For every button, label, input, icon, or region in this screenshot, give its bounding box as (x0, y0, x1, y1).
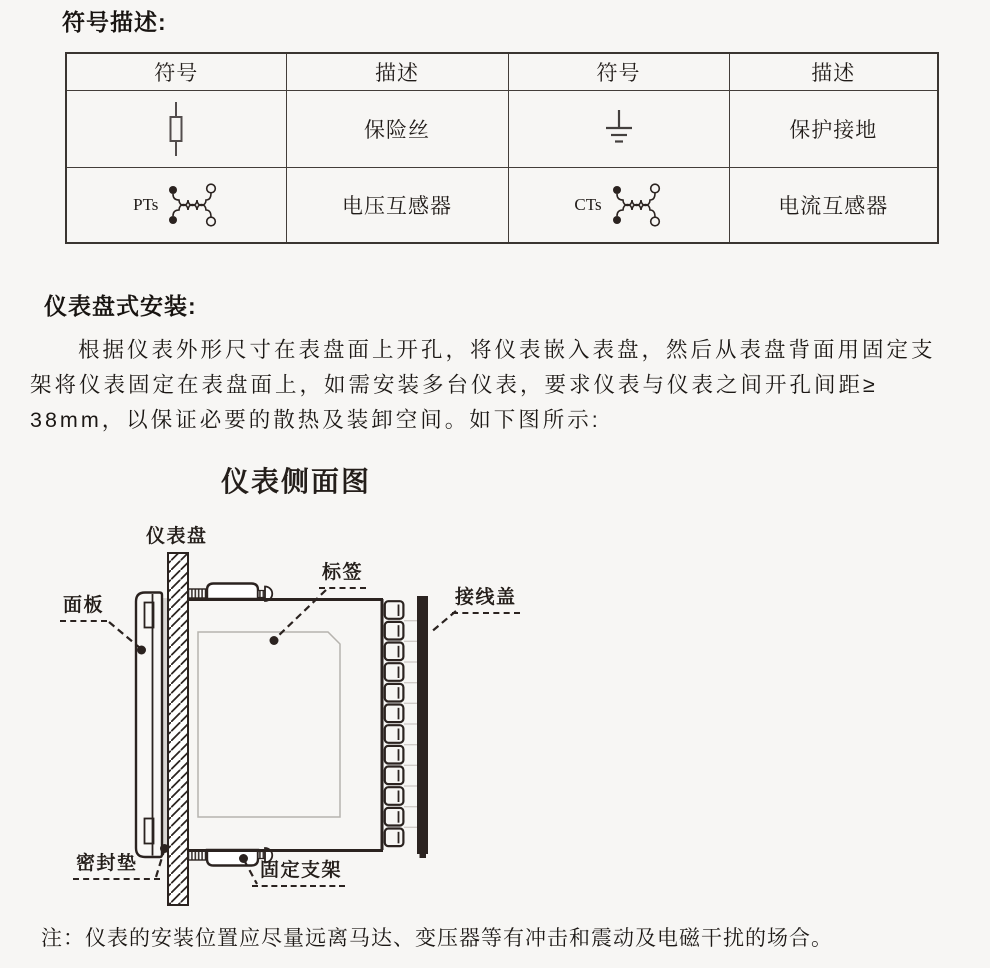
front-panel-shape (136, 593, 162, 858)
symbol-section-title: 符号描述: (62, 9, 167, 35)
fixing-bracket-pointer-dot (239, 854, 248, 863)
panel-board-shape (168, 553, 188, 905)
fuse-desc: 保险丝 (286, 91, 508, 168)
cts-text: CTs (574, 195, 602, 214)
col-header-symbol-2: 符号 (508, 53, 729, 91)
diagram-title: 仪表侧面图 (220, 467, 371, 498)
side-view-diagram (0, 448, 990, 910)
table-row (66, 168, 938, 244)
seal-gasket-pointer-dot (160, 844, 169, 853)
col-header-desc-1: 描述 (286, 53, 508, 91)
fuse-symbol-cell (66, 91, 286, 168)
install-paragraph (30, 333, 970, 438)
footnote: 注：仪表的安装位置应尽量远离马达、变压器等有冲击和震动及电磁干扰的场合。 (41, 927, 833, 950)
paragraph-line: 根据仪表外形尺寸在表盘面上开孔，将仪表嵌入表盘，然后从表盘背面用固定支 (78, 338, 936, 362)
label-fixing-bracket: 固定支架 (252, 861, 345, 887)
terminal-separators (404, 621, 417, 828)
sticker-pointer-dot (270, 636, 279, 645)
instrument-body-outline (188, 599, 383, 851)
front-panel-pointer-dot (137, 646, 146, 655)
current-transformer-coil-icon (609, 182, 663, 228)
symbol-table (65, 52, 939, 244)
sticker-area-shape (198, 632, 340, 817)
earth-desc: 保护接地 (729, 91, 938, 168)
pt-desc: 电压互感器 (286, 168, 508, 244)
diagram-line-art (0, 448, 990, 910)
col-header-symbol-1: 符号 (66, 53, 286, 91)
table-row (66, 91, 938, 168)
label-sticker: 标签 (319, 563, 366, 589)
label-seal-gasket: 密封垫 (73, 854, 160, 880)
pt-symbol-cell (66, 168, 286, 244)
terminal-cover-shape (417, 596, 428, 854)
label-terminal-cover: 接线盖 (452, 588, 520, 614)
voltage-transformer-coil-icon (165, 182, 219, 228)
ct-symbol-cell (508, 168, 729, 244)
label-panel-board: 仪表盘 (146, 526, 208, 547)
paragraph-line: 架将仪表固定在表盘面上，如需安装多台仪表，要求仪表与仪表之间开孔间距≥ (30, 373, 878, 397)
protective-earth-icon (604, 106, 634, 152)
col-header-desc-2: 描述 (729, 53, 938, 91)
earth-symbol-cell (508, 91, 729, 168)
install-section-title: 仪表盘式安装: (44, 293, 197, 319)
terminal-block (385, 601, 404, 846)
fuse-icon (163, 102, 189, 156)
ct-desc: 电流互感器 (729, 168, 938, 244)
table-header-row (66, 53, 938, 91)
label-front-panel: 面板 (60, 596, 107, 622)
pts-text: PTs (133, 195, 159, 214)
paragraph-line: 38mm，以保证必要的散热及装卸空间。如下图所示: (30, 408, 601, 432)
